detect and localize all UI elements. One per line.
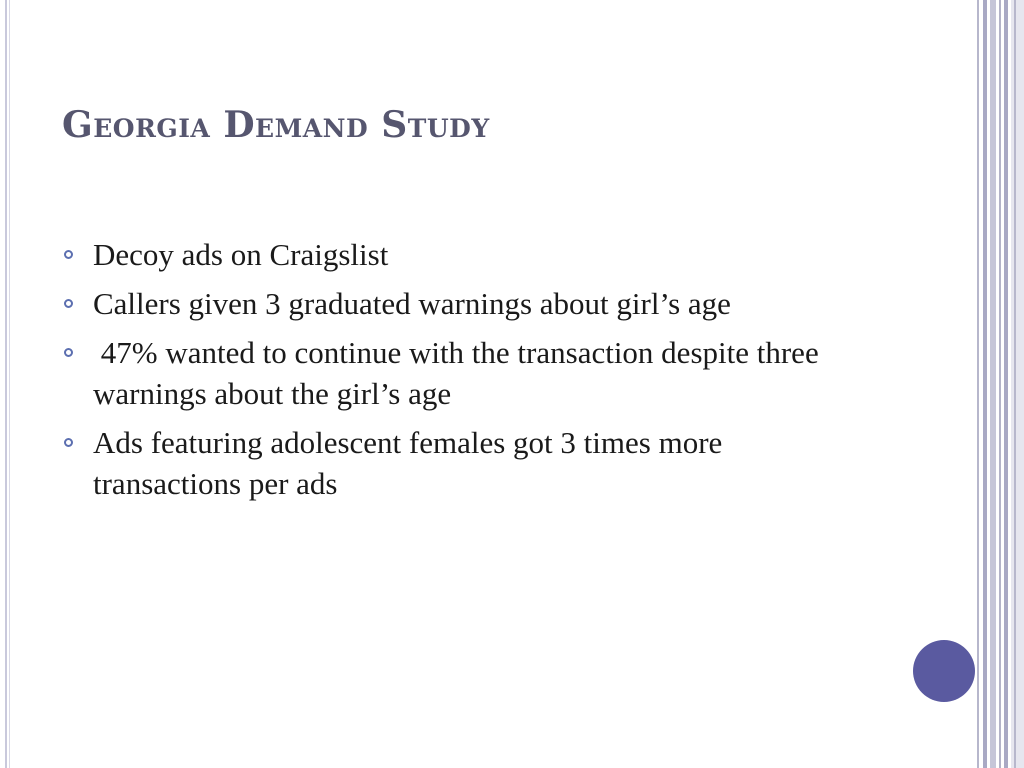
left-border-line (5, 0, 7, 768)
right-decor-bar (977, 0, 979, 768)
bullet-item (62, 332, 862, 414)
bullet-item (62, 422, 862, 504)
right-decor-bar (1004, 0, 1008, 768)
bullet-text: 47% wanted to continue with the transaction despite three warnings about the girl’s age (93, 335, 827, 411)
left-border-line-inner (9, 0, 10, 768)
bullet-icon (64, 348, 73, 357)
bullet-icon (64, 250, 73, 259)
bullet-text: Ads featuring adolescent females got 3 times more transactions per ads (93, 425, 723, 501)
bullet-item (62, 234, 862, 275)
bullet-icon (64, 438, 73, 447)
right-decor-bar (999, 0, 1001, 768)
bullet-list (62, 234, 862, 512)
bullet-icon (64, 299, 73, 308)
right-decor-bar (990, 0, 996, 768)
right-decor-bar (1011, 0, 1024, 768)
right-decor-bar (983, 0, 987, 768)
decorative-circle (913, 640, 975, 702)
bullet-text: Decoy ads on Craigslist (93, 237, 389, 272)
right-decor-bar (1014, 0, 1016, 768)
bullet-item (62, 283, 862, 324)
slide-title: Georgia Demand Study (62, 104, 490, 146)
bullet-text: Callers given 3 graduated warnings about girl’s age (93, 286, 731, 321)
